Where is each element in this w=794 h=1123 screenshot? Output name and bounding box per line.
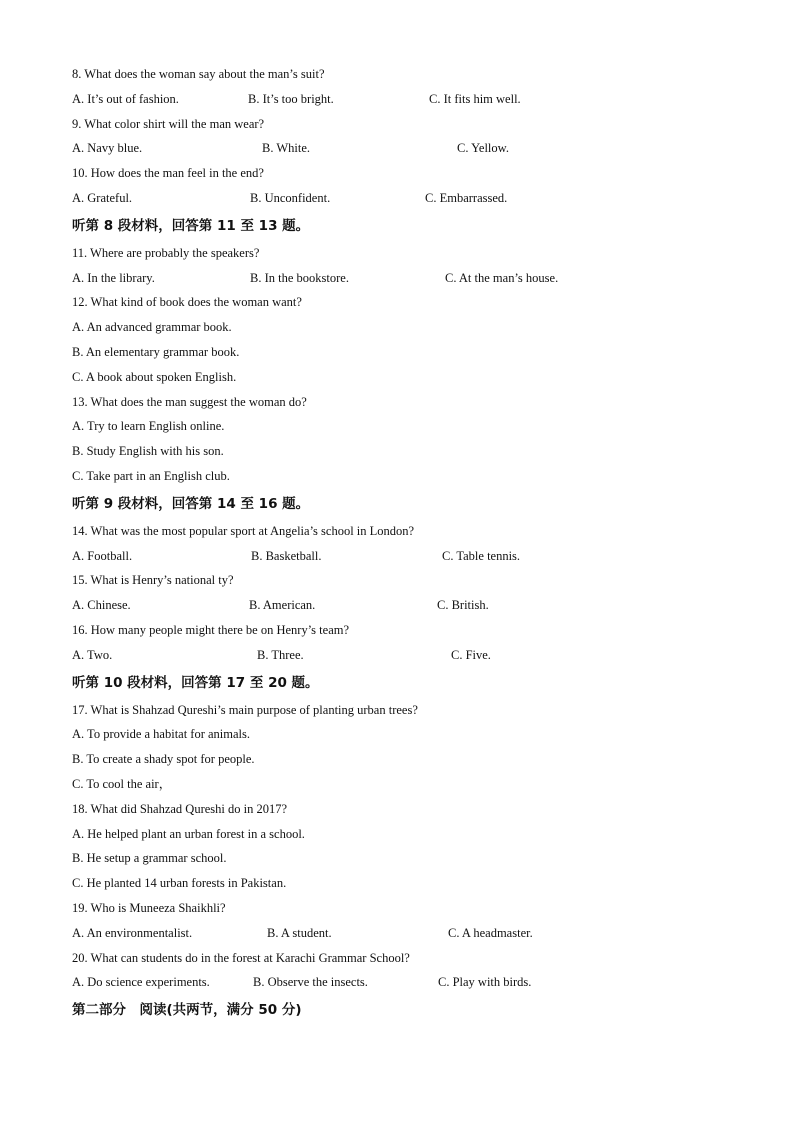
options-row bbox=[72, 921, 732, 946]
question-line: C. Take part in an English club. bbox=[72, 468, 230, 483]
option-b: B. White. bbox=[262, 141, 311, 156]
question-line: 14. What was the most popular sport at Angelia’s school in London? bbox=[72, 523, 415, 538]
option-a: A. An environmentalist. bbox=[72, 925, 193, 940]
options-row bbox=[72, 136, 732, 161]
exam-content bbox=[72, 62, 732, 1025]
option-c: C. Yellow. bbox=[457, 141, 509, 156]
section-heading: 听第 9 段材料，回答第 14 至 16 题。 bbox=[72, 495, 310, 512]
question-line: 9. What color shirt will the man wear? bbox=[72, 116, 265, 131]
question-line: A. Try to learn English online. bbox=[72, 419, 225, 434]
question-line: 8. What does the woman say about the man’s suit? bbox=[72, 67, 325, 81]
option-a: A. Two. bbox=[72, 647, 113, 662]
option-a: A. Football. bbox=[72, 548, 133, 563]
section-heading: 第二部分 阅读(共两节，满分 50 分) bbox=[72, 1002, 302, 1019]
option-b: B. It’s too bright. bbox=[248, 91, 334, 106]
question-line: 16. How many people might there be on Henry’s team? bbox=[72, 622, 350, 637]
question-line: B. An elementary grammar book. bbox=[72, 344, 240, 359]
option-c: C. It fits him well. bbox=[429, 91, 521, 106]
option-b: B. Basketball. bbox=[251, 548, 322, 563]
option-c: C. A headmaster. bbox=[448, 925, 533, 940]
question-line: 11. Where are probably the speakers? bbox=[72, 245, 260, 260]
question-line: A. An advanced grammar book. bbox=[72, 320, 232, 335]
question-line: A. To provide a habitat for animals. bbox=[72, 727, 251, 742]
option-a: A. Navy blue. bbox=[72, 141, 143, 156]
question-line: 19. Who is Muneeza Shaikhli? bbox=[72, 900, 226, 915]
question-line: 18. What did Shahzad Qureshi do in 2017? bbox=[72, 801, 288, 816]
option-b: B. American. bbox=[249, 598, 316, 613]
question-line: 13. What does the man suggest the woman do? bbox=[72, 394, 307, 409]
options-row bbox=[72, 87, 732, 112]
option-c: C. Embarrassed. bbox=[425, 190, 508, 205]
question-line: B. To create a shady spot for people. bbox=[72, 752, 255, 767]
question-line: 10. How does the man feel in the end? bbox=[72, 166, 264, 181]
option-c: C. At the man’s house. bbox=[445, 270, 559, 285]
question-line: 17. What is Shahzad Qureshi’s main purpose of planting urban trees? bbox=[72, 702, 418, 717]
option-c: C. Table tennis. bbox=[442, 548, 521, 563]
options-row bbox=[72, 544, 732, 569]
option-c: C. Play with birds. bbox=[438, 975, 532, 990]
option-b: B. In the bookstore. bbox=[250, 270, 349, 285]
question-line: B. He setup a grammar school. bbox=[72, 851, 227, 866]
question-line: B. Study English with his son. bbox=[72, 444, 224, 459]
options-row bbox=[72, 266, 732, 291]
option-c: C. Five. bbox=[451, 647, 491, 662]
option-a: A. In the library. bbox=[72, 270, 155, 285]
question-line: A. He helped plant an urban forest in a school. bbox=[72, 826, 305, 841]
option-b: B. Three. bbox=[257, 647, 304, 662]
option-c: C. British. bbox=[437, 598, 489, 613]
section-heading: 听第 8 段材料，回答第 11 至 13 题。 bbox=[72, 217, 310, 234]
option-a: A. It’s out of fashion. bbox=[72, 91, 179, 106]
question-line: C. He planted 14 urban forests in Pakistan. bbox=[72, 876, 287, 891]
question-line: 12. What kind of book does the woman want? bbox=[72, 295, 302, 310]
options-row bbox=[72, 593, 732, 618]
section-heading: 听第 10 段材料，回答第 17 至 20 题。 bbox=[72, 674, 319, 691]
options-row bbox=[72, 643, 732, 668]
options-row bbox=[72, 186, 732, 211]
option-a: A. Chinese. bbox=[72, 598, 131, 613]
option-a: A. Grateful. bbox=[72, 190, 133, 205]
question-line: C. A book about spoken English. bbox=[72, 369, 237, 384]
option-b: B. A student. bbox=[267, 925, 332, 940]
question-line: C. To cool the air， bbox=[72, 776, 172, 791]
question-line: 15. What is Henry’s national ty? bbox=[72, 573, 234, 588]
options-row bbox=[72, 970, 732, 995]
option-b: B. Observe the insects. bbox=[253, 975, 368, 990]
option-a: A. Do science experiments. bbox=[72, 975, 210, 990]
question-line: 20. What can students do in the forest at Karachi Grammar School? bbox=[72, 950, 410, 965]
option-b: B. Unconfident. bbox=[250, 190, 331, 205]
